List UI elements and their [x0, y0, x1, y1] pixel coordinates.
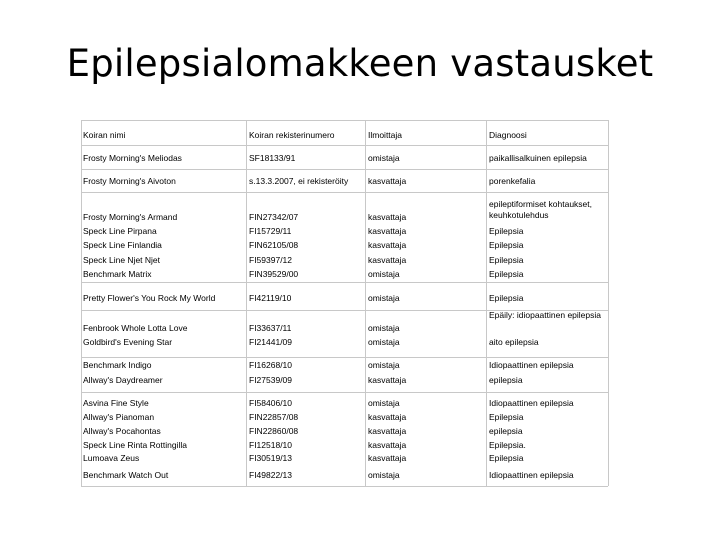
cell-diagnosis: epilepsia	[489, 375, 523, 385]
cell-registration-number: FIN62105/08	[249, 240, 299, 250]
cell-reporter: omistaja	[368, 293, 400, 303]
table-row-divider	[81, 169, 608, 170]
cell-reporter: kasvattaja	[368, 212, 407, 222]
table-row-divider	[81, 357, 608, 358]
cell-registration-number: FIN22860/08	[249, 426, 299, 436]
table-column-divider	[81, 120, 82, 486]
cell-diagnosis: Idiopaattinen epilepsia	[489, 398, 574, 408]
column-header-registration-number: Koiran rekisterinumero	[249, 130, 335, 140]
cell-registration-number: FIN39529/00	[249, 269, 299, 279]
cell-diagnosis: Epilepsia	[489, 240, 524, 250]
cell-registration-number: FI33637/11	[249, 323, 292, 333]
cell-diagnosis: Epilepsia	[489, 453, 524, 463]
cell-registration-number: FI15729/11	[249, 226, 292, 236]
cell-reporter: omistaja	[368, 470, 400, 480]
cell-dog-name: Speck Line Finlandia	[83, 240, 162, 250]
cell-dog-name: Frosty Morning's Aivoton	[83, 176, 176, 186]
cell-registration-number: FIN22857/08	[249, 412, 299, 422]
cell-diagnosis: Epilepsia.	[489, 440, 526, 450]
cell-reporter: kasvattaja	[368, 453, 407, 463]
cell-diagnosis: Idiopaattinen epilepsia	[489, 360, 574, 370]
cell-diagnosis: aito epilepsia	[489, 337, 539, 347]
cell-reporter: kasvattaja	[368, 255, 407, 265]
cell-reporter: kasvattaja	[368, 426, 407, 436]
table-row-divider	[81, 282, 608, 283]
cell-reporter: kasvattaja	[368, 240, 407, 250]
cell-diagnosis: Epilepsia	[489, 412, 524, 422]
cell-registration-number: FI21441/09	[249, 337, 293, 347]
cell-registration-number: FI42119/10	[249, 293, 292, 303]
cell-reporter: kasvattaja	[368, 412, 407, 422]
page-title: Epilepsialomakkeen vastausket	[66, 42, 654, 85]
table-row-divider	[81, 392, 608, 393]
table-row-divider	[81, 486, 608, 487]
cell-dog-name: Speck Line Njet Njet	[83, 255, 161, 265]
cell-reporter: omistaja	[368, 269, 400, 279]
table-row-divider	[81, 192, 608, 193]
column-header-diagnosis: Diagnoosi	[489, 130, 527, 140]
table-column-divider	[246, 120, 247, 486]
cell-dog-name: Allway's Pocahontas	[83, 426, 161, 436]
cell-diagnosis: Epilepsia	[489, 255, 524, 265]
cell-diagnosis: paikallisalkuinen epilepsia	[489, 153, 587, 163]
cell-reporter: omistaja	[368, 360, 400, 370]
cell-registration-number: FI12518/10	[249, 440, 293, 450]
cell-registration-number: FI16268/10	[249, 360, 293, 370]
cell-reporter: omistaja	[368, 337, 400, 347]
cell-diagnosis: Epilepsia	[489, 226, 524, 236]
column-header-reporter: Ilmoittaja	[368, 130, 403, 140]
dogs-table	[81, 120, 608, 486]
cell-registration-number: FI30519/13	[249, 453, 293, 463]
table-column-divider	[486, 120, 487, 486]
cell-diagnosis: Idiopaattinen epilepsia	[489, 470, 574, 480]
cell-registration-number: FI59397/12	[249, 255, 293, 265]
cell-reporter: omistaja	[368, 398, 400, 408]
cell-reporter: omistaja	[368, 323, 400, 333]
cell-dog-name: Speck Line Rinta Rottingilla	[83, 440, 187, 450]
cell-registration-number: FI27539/09	[249, 375, 293, 385]
cell-reporter: kasvattaja	[368, 226, 407, 236]
cell-dog-name: Asvina Fine Style	[83, 398, 149, 408]
cell-registration-number: FIN27342/07	[249, 212, 299, 222]
column-header-dog-name: Koiran nimi	[83, 130, 126, 140]
cell-dog-name: Allway's Daydreamer	[83, 375, 163, 385]
cell-diagnosis: porenkefalia	[489, 176, 536, 186]
cell-reporter: omistaja	[368, 153, 400, 163]
table-row-divider	[81, 120, 608, 121]
cell-registration-number: SF18133/91	[249, 153, 296, 163]
cell-diagnosis: Epilepsia	[489, 269, 524, 279]
cell-registration-number: FI58406/10	[249, 398, 293, 408]
cell-registration-number: FI49822/13	[249, 470, 293, 480]
cell-dog-name: Benchmark Matrix	[83, 269, 152, 279]
cell-reporter: kasvattaja	[368, 176, 407, 186]
cell-reporter: kasvattaja	[368, 375, 407, 385]
table-row-divider	[81, 145, 608, 146]
cell-dog-name: Fenbrook Whole Lotta Love	[83, 323, 188, 333]
cell-dog-name: Lumoava Zeus	[83, 453, 140, 463]
cell-dog-name: Benchmark Indigo	[83, 360, 152, 370]
table-column-divider	[608, 120, 609, 486]
cell-registration-number: s.13.3.2007, ei rekisteröity	[249, 176, 349, 186]
cell-dog-name: Frosty Morning's Armand	[83, 212, 178, 222]
cell-dog-name: Frosty Morning's Meliodas	[83, 153, 182, 163]
cell-diagnosis: Epäily: idiopaattinen epilepsia	[489, 310, 601, 320]
cell-dog-name: Benchmark Watch Out	[83, 470, 169, 480]
cell-dog-name: Goldbird's Evening Star	[83, 337, 173, 347]
table-column-divider	[365, 120, 366, 486]
cell-reporter: kasvattaja	[368, 440, 407, 450]
cell-dog-name: Speck Line Pirpana	[83, 226, 157, 236]
cell-diagnosis: epilepsia	[489, 426, 523, 436]
cell-dog-name: Pretty Flower's You Rock My World	[83, 293, 216, 303]
cell-diagnosis: epileptiformiset kohtaukset, keuhkotulehdus	[489, 199, 592, 220]
cell-diagnosis: Epilepsia	[489, 293, 524, 303]
cell-dog-name: Allway's Pianoman	[83, 412, 155, 422]
